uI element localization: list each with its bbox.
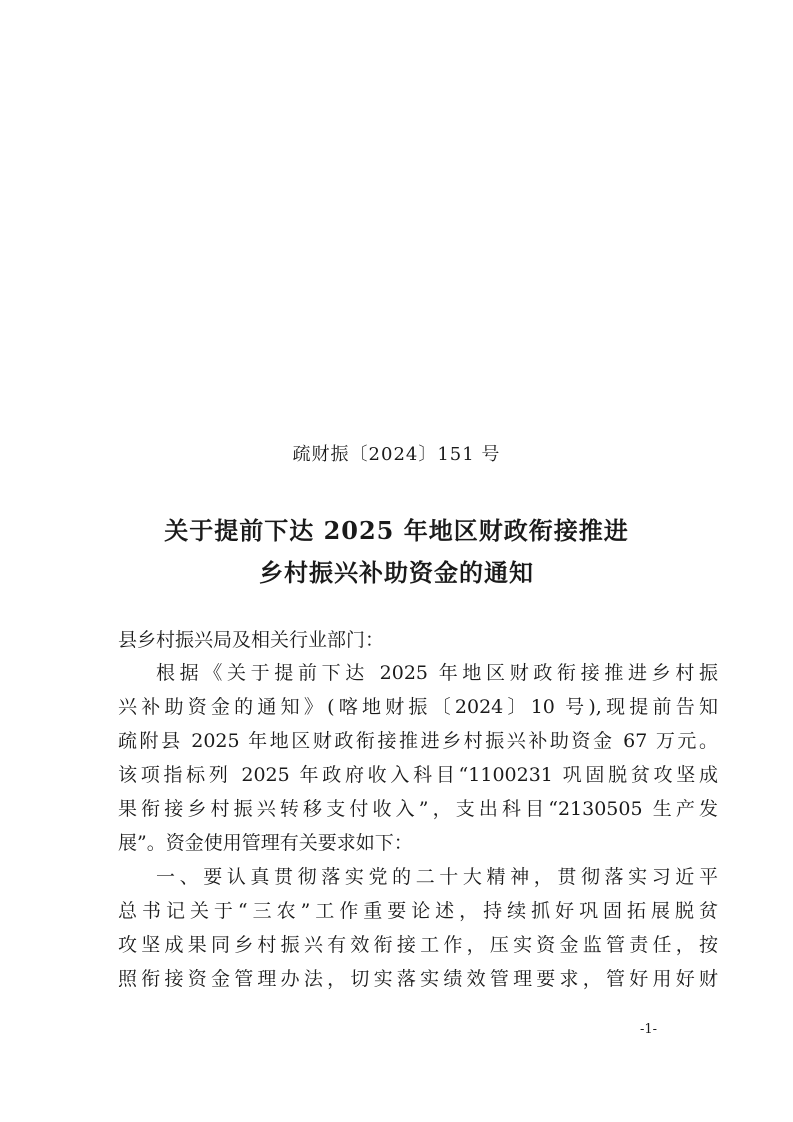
paragraph-2-line-2: 总书记关于“三农”工作重要论述，持续抓好巩固拓展脱贫 bbox=[118, 900, 718, 922]
page-number: -1- bbox=[640, 1022, 658, 1037]
document-title bbox=[0, 510, 793, 594]
paragraph-1-line-3: 疏附县 2025 年地区财政衔接推进乡村振兴补助资金 67 万元。 bbox=[118, 730, 718, 752]
paragraph-1-line-5: 果衔接乡村振兴转移支付收入”，支出科目“2130505 生产发 bbox=[118, 798, 718, 820]
document-number: 疏财振〔2024〕151 号 bbox=[292, 444, 501, 465]
paragraph-2-line-4: 照衔接资金管理办法，切实落实绩效管理要求，管好用好财 bbox=[118, 968, 718, 990]
paragraph-1-line-6: 展”。资金使用管理有关要求如下： bbox=[118, 832, 413, 854]
paragraph-1-line-2: 兴补助资金的通知》(喀地财振〔2024〕10 号),现提前告知 bbox=[118, 696, 718, 718]
title-line-1: 关于提前下达 2025 年地区财政衔接推进 bbox=[164, 516, 629, 545]
paragraph-2-line-3: 攻坚成果同乡村振兴有效衔接工作，压实资金监管责任，按 bbox=[118, 934, 718, 956]
paragraph-2-line-1: 一、要认真贯彻落实党的二十大精神，贯彻落实习近平 bbox=[156, 866, 718, 888]
paragraph-1-line-1: 根据《关于提前下达 2025 年地区财政衔接推进乡村振 bbox=[156, 662, 718, 684]
document-body bbox=[118, 656, 718, 996]
title-line-2: 乡村振兴补助资金的通知 bbox=[259, 558, 534, 587]
addressee: 县乡村振兴局及相关行业部门： bbox=[118, 629, 385, 651]
paragraph-1-line-4: 该项指标列 2025 年政府收入科目“1100231 巩固脱贫攻坚成 bbox=[118, 764, 718, 786]
